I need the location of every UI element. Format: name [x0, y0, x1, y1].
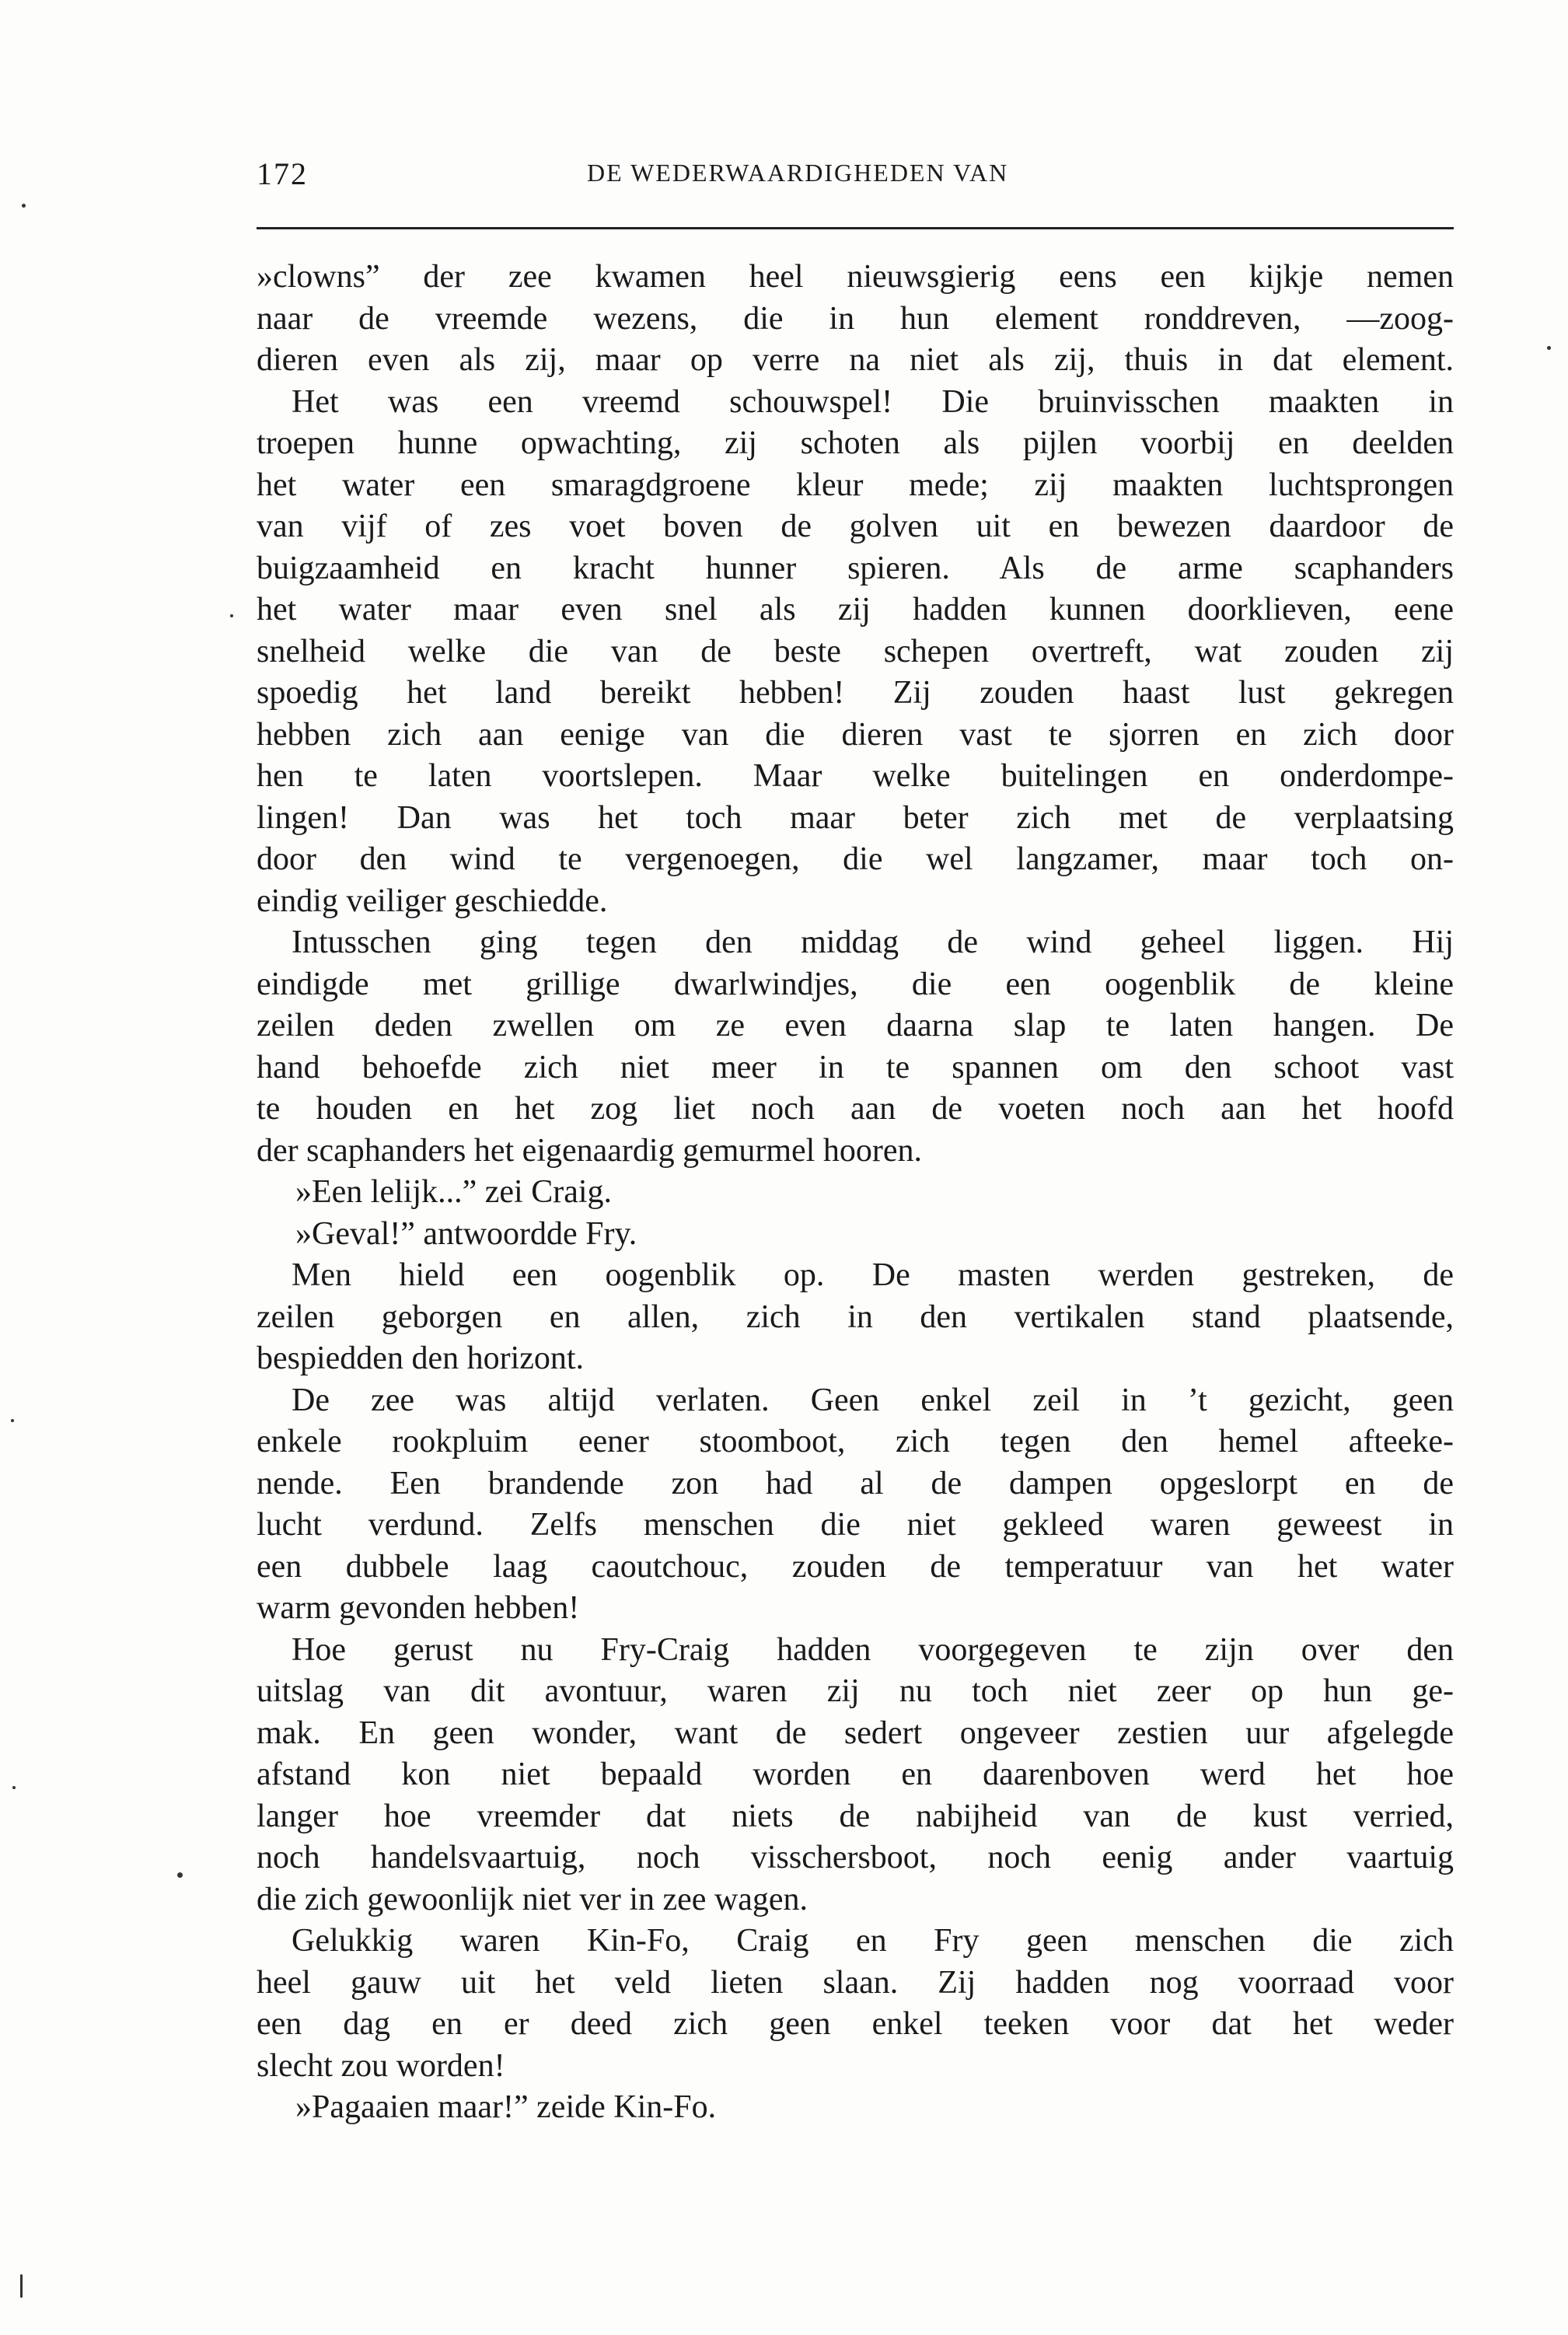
text-line: zeilen deden zwellen om ze even daarna slap te laten hangen. De: [257, 1008, 1454, 1043]
text-line: lingen! Dan was het toch maar beter zich met de verplaatsing: [257, 799, 1454, 836]
text-line: De zee was altijd verlaten. Geen enkel zeil in ’t gezicht, geen: [292, 1382, 1454, 1418]
text-line: nende. Een brandende zon had al de dampen opgeslorpt en de: [257, 1465, 1454, 1501]
text-line: spoedig het land bereikt hebben! Zij zouden haast lust gekregen: [257, 675, 1454, 711]
text-line: »Geval!” antwoordde Fry.: [295, 1215, 637, 1252]
text-line: het water maar even snel als zij hadden kunnen doorklieven, eene: [257, 592, 1454, 627]
text-line: dieren even als zij, maar op verre na niet als zij, thuis in dat element.: [257, 342, 1454, 378]
text-line: der scaphanders het eigenaardig gemurmel hooren.: [257, 1132, 922, 1169]
text-line: eindig veiliger geschiedde.: [257, 883, 608, 919]
text-line: warm gevonden hebben!: [257, 1590, 580, 1626]
text-line: »Een lelijk...” zei Craig.: [295, 1174, 613, 1210]
text-line: uitslag van dit avontuur, waren zij nu toch niet zeer op hun ge-: [257, 1673, 1454, 1709]
text-line: snelheid welke die van de beste schepen overtreft, wat zouden zij: [257, 633, 1454, 669]
text-line: troepen hunne opwachting, zij schoten als pijlen voorbij en deelden: [257, 425, 1454, 461]
text-line: lucht verdund. Zelfs menschen die niet gekleed waren geweest in: [257, 1507, 1454, 1543]
text-line: noch handelsvaartuig, noch visschersboot, noch eenig ander vaartuig: [257, 1840, 1454, 1875]
text-line: bespiedden den horizont.: [257, 1341, 585, 1376]
text-line: hen te laten voortslepen. Maar welke buitelingen en onderdompe-: [257, 758, 1454, 794]
text-line: eindigde met grillige dwarlwindjes, die een oogenblik de kleine: [257, 966, 1454, 1002]
text-line: die zich gewoonlijk niet ver in zee wagen.: [257, 1881, 808, 1917]
text-line: »clowns” der zee kwamen heel nieuwsgierig eens een kijkje nemen: [257, 259, 1454, 295]
text-line: mak. En geen wonder, want de sedert ongeveer zestien uur afgelegde: [257, 1715, 1454, 1751]
running-title: DE WEDERWAARDIGHEDEN VAN: [587, 159, 1009, 187]
text-line: een dag en er deed zich geen enkel teeken voor dat het weder: [257, 2006, 1454, 2042]
stray-mark: [20, 2274, 23, 2298]
text-line: Intusschen ging tegen den middag de wind geheel liggen. Hij: [292, 925, 1454, 960]
text-line: zeilen geborgen en allen, zich in den vertikalen stand plaatsende,: [257, 1299, 1454, 1335]
text-line: »Pagaaien maar!” zeide Kin-Fo.: [295, 2089, 717, 2125]
page-number: 172: [257, 156, 308, 191]
text-line: Gelukkig waren Kin-Fo, Craig en Fry geen menschen die zich: [292, 1923, 1454, 1959]
stray-mark: [1547, 346, 1551, 350]
text-line: door den wind te vergenoegen, die wel langzamer, maar toch on-: [257, 841, 1454, 877]
stray-mark: [12, 1786, 16, 1789]
text-line: afstand kon niet bepaald worden en daarenboven werd het hoe: [257, 1756, 1454, 1792]
text-line: slecht zou worden!: [257, 2047, 505, 2084]
text-line: Men hield een oogenblik op. De masten werden gestreken, de: [292, 1257, 1454, 1293]
text-line: langer hoe vreemder dat niets de nabijheid van de kust verried,: [257, 1798, 1454, 1834]
stray-mark: [11, 1419, 14, 1422]
text-line: buigzaamheid en kracht hunner spieren. Als de arme scaphanders: [257, 550, 1454, 586]
text-line: te houden en het zog liet noch aan de voeten noch aan het hoofd: [257, 1091, 1454, 1127]
text-line: naar de vreemde wezens, die in hun element ronddreven, —zoog-: [257, 300, 1454, 337]
text-line: Hoe gerust nu Fry-Craig hadden voorgegeven te zijn over den: [292, 1631, 1454, 1668]
text-line: het water een smaragdgroene kleur mede; zij maakten luchtsprongen: [257, 467, 1454, 503]
text-line: Het was een vreemd schouwspel! Die bruinvisschen maakten in: [292, 383, 1454, 420]
text-line: hand behoefde zich niet meer in te spannen om den schoot vast: [257, 1049, 1454, 1085]
text-line: heel gauw uit het veld lieten slaan. Zij hadden nog voorraad voor: [257, 1964, 1454, 2001]
header-rule: [257, 227, 1454, 229]
text-line: enkele rookpluim eener stoomboot, zich tegen den hemel afteeke-: [257, 1424, 1454, 1459]
text-line: van vijf of zes voet boven de golven uit en bewezen daardoor de: [257, 509, 1454, 544]
stray-mark: [22, 204, 26, 208]
stray-mark: [230, 614, 233, 617]
body-text: [257, 257, 1454, 2129]
page-header: [257, 156, 1454, 202]
stray-mark: [177, 1872, 183, 1878]
text-line: hebben zich aan eenige van die dieren vast te sjorren en zich door: [257, 716, 1454, 753]
text-line: een dubbele laag caoutchouc, zouden de temperatuur van het water: [257, 1548, 1454, 1585]
